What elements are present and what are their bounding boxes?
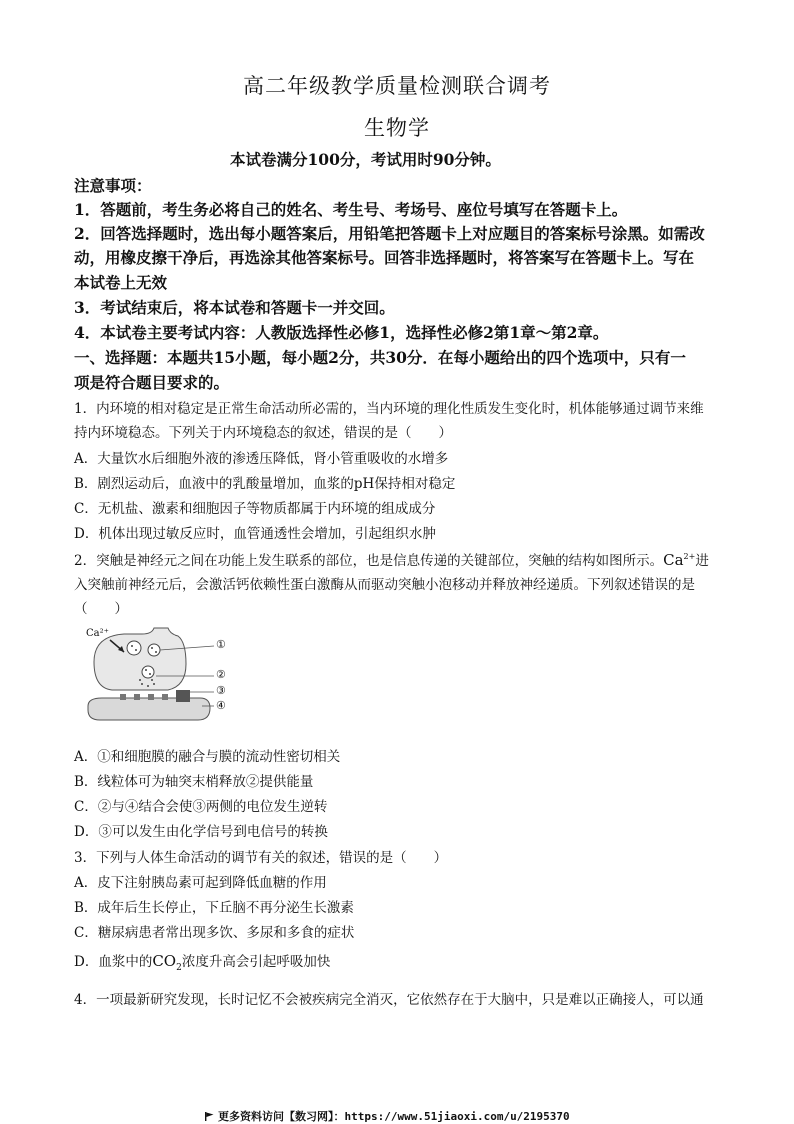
note-item: 本试卷上无效 <box>74 273 168 292</box>
note-item: 3．考试结束后，将本试卷和答题卡一并交回。 <box>74 298 395 317</box>
exam-title: 高二年级教学质量检测联合调考 <box>243 74 551 98</box>
footer <box>205 1108 570 1124</box>
label-4: ④ <box>216 699 226 712</box>
label-1: ① <box>216 638 226 651</box>
note-item: 1．答题前，考生务必将自己的姓名、考生号、考场号、座位号填写在答题卡上。 <box>74 200 628 219</box>
q1-stem: 1．内环境的相对稳定是正常生命活动所必需的，当内环境的理化性质发生变化时，机体能够通过调节来维 <box>74 401 704 417</box>
q3-stem: 3．下列与人体生命活动的调节有关的叙述，错误的是（ ） <box>74 850 448 866</box>
synapse-figure <box>82 624 242 724</box>
calcium-label: Ca²⁺ <box>86 628 109 639</box>
q2-option-d: D．③可以发生由化学信号到电信号的转换 <box>74 824 328 840</box>
calcium-ion: $Ca^{2+}$ <box>663 551 696 569</box>
exam-info: 本试卷满分100分，考试用时90分钟。 <box>230 150 501 169</box>
q2-stem <box>74 549 709 569</box>
q3-option-b: B．成年后生长停止，下丘脑不再分泌生长激素 <box>74 900 354 916</box>
q1-option-d: D．机体出现过敏反应时，血管通透性会增加，引起组织水肿 <box>74 526 436 542</box>
section-heading: 一、选择题：本题共15小题，每小题2分，共30分．在每小题给出的四个选项中，只有一 <box>74 348 686 367</box>
q2-stem-text: 2．突触是神经元之间在功能上发生联系的部位，也是信息传递的关键部位，突触的结构如图所示。 <box>74 553 664 569</box>
co2-formula: $CO_2$ <box>152 952 182 973</box>
note-item: 动，用橡皮擦干净后，再选涂其他答案标号。回答非选择题时，将答案写在答题卡上。写在 <box>74 248 695 267</box>
synaptic-vesicle <box>148 644 160 656</box>
q1-option-b: B．剧烈运动后，血液中的乳酸量增加，血浆的pH保持相对稳定 <box>74 476 456 492</box>
postsynaptic-membrane <box>88 698 210 720</box>
q2-option-b: B．线粒体可为轴突末梢释放②提供能量 <box>74 774 314 790</box>
q3-option-c: C．糖尿病患者常出现多饮、多尿和多食的症状 <box>74 925 355 941</box>
notes-heading: 注意事项： <box>74 176 152 195</box>
footer-link[interactable]: 更多资料访问【数习网】：https://www.51jiaoxi.com/u/2195370 <box>218 1110 570 1123</box>
synaptic-vesicle <box>127 641 141 655</box>
q1-option-a: A．大量饮水后细胞外液的渗透压降低，肾小管重吸收的水增多 <box>74 451 449 467</box>
q3-option-d <box>74 950 330 973</box>
note-item: 4．本试卷主要考试内容：人教版选择性必修1，选择性必修2第1章～第2章。 <box>74 323 609 342</box>
q4-stem: 4．一项最新研究发现，长时记忆不会被疾病完全消灭，它依然存在于大脑中，只是难以正确接人，可以通 <box>74 992 704 1008</box>
q2-option-c: C．②与④结合会使③两侧的电位发生逆转 <box>74 799 328 815</box>
synaptic-vesicle <box>142 666 154 678</box>
q3-option-a: A．皮下注射胰岛素可起到降低血糖的作用 <box>74 875 327 891</box>
q3-option-d-pre: D．血浆中的 <box>74 954 153 970</box>
q3-option-d-post: 浓度升高会引起呼吸加快 <box>181 954 331 970</box>
q2-option-a: A．①和细胞膜的融合与膜的流动性密切相关 <box>74 749 341 765</box>
q1-option-c: C．无机盐、激素和细胞因子等物质都属于内环境的组成成分 <box>74 501 436 517</box>
note-item: 2．回答选择题时，选出每小题答案后，用铅笔把答题卡上对应题目的答案标号涂黑。如需改 <box>74 224 705 243</box>
q1-stem-cont: 持内环境稳态。下列关于内环境稳态的叙述，错误的是（ ） <box>74 425 452 441</box>
subject-title: 生物学 <box>364 116 430 140</box>
label-2: ② <box>216 668 226 681</box>
q2-stem-text-end: 进 <box>695 553 709 569</box>
label-3: ③ <box>216 684 226 697</box>
section-heading-cont: 项是符合题目要求的。 <box>74 373 230 392</box>
flag-icon <box>205 1112 214 1121</box>
q2-stem-paren: （ ） <box>74 601 128 617</box>
q2-stem-cont: 入突触前神经元后，会激活钙依赖性蛋白激酶从而驱动突触小泡移动并释放神经递质。下列叙述错误的是 <box>74 577 695 593</box>
